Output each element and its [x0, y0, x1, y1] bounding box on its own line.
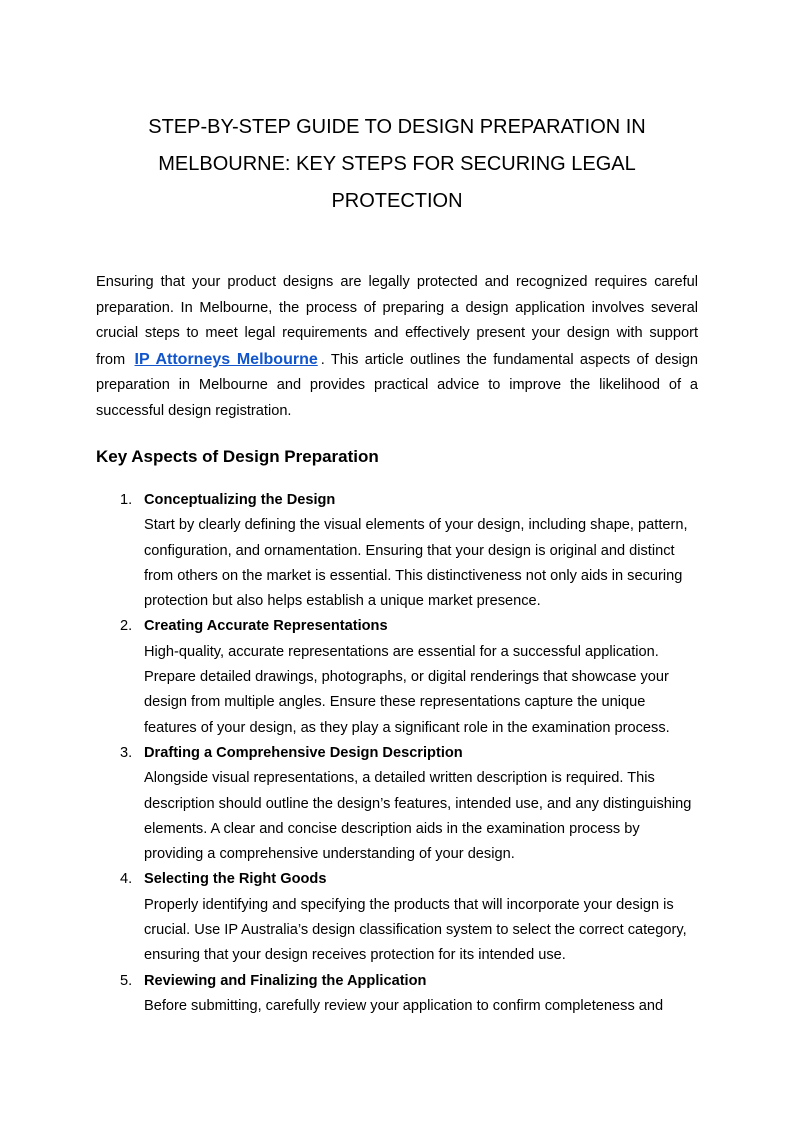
list-item	[96, 488, 698, 614]
step-number: 2.	[120, 618, 133, 635]
step-number: 5.	[120, 972, 133, 989]
list-item	[96, 867, 698, 968]
steps-list	[96, 488, 698, 1019]
intro-paragraph	[96, 270, 698, 425]
page-title: STEP-BY-STEP GUIDE TO DESIGN PREPARATION IN MELBOURNE: KEY STEPS FOR SECURING LEGAL PROTECTION	[148, 116, 646, 212]
step-body: Properly identifying and specifying the products that will incorporate your design is crucial. Use IP Australia’s design classification system to select the correct category, ensuring that your design receives protection for its intended use.	[144, 896, 687, 964]
step-title: Selecting the Right Goods	[144, 871, 327, 888]
intro-text-before-link: Ensuring that your product designs are legally protected and recognized requires careful preparation. In Melbourne, the process of preparing a design application involves several crucial steps to meet legal requirements and effectively present your design with support from	[96, 274, 698, 368]
step-number: 3.	[120, 744, 133, 761]
step-body: Start by clearly defining the visual elements of your design, including shape, pattern, configuration, and ornamentation. Ensuring that your design is original and distinct from others on the market is essential. This distinctiveness not only aids in securing protection but also helps establish a unique market presence.	[144, 517, 688, 610]
list-item	[96, 614, 698, 740]
step-title: Conceptualizing the Design	[144, 492, 336, 508]
step-number: 4.	[120, 871, 133, 888]
step-body: Before submitting, carefully review your application to confirm completeness and	[144, 997, 664, 1014]
section-heading: Key Aspects of Design Preparation	[96, 447, 379, 466]
step-title: Creating Accurate Representations	[144, 618, 388, 635]
step-body: Alongside visual representations, a detailed written description is required. This description should outline the design’s features, intended use, and any distinguishing elements. A clear and concise description aids in the examination process by providing a comprehensive understanding of your design.	[144, 770, 692, 863]
step-body: High-quality, accurate representations are essential for a successful application. Prepare detailed drawings, photographs, or digital renderings that showcase your design from multiple angles. Ensure these representations capture the unique features of your design, as they play a significant role in the examination process.	[144, 643, 670, 736]
step-number: 1.	[120, 492, 133, 508]
step-title: Reviewing and Finalizing the Application	[144, 972, 427, 989]
list-item	[96, 969, 698, 1020]
intro-text-after-link: . This article outlines the fundamental aspects of design preparation in Melbourne and provides practical advice to improve the likelihood of a successful design registration.	[96, 351, 698, 419]
step-title: Drafting a Comprehensive Design Description	[144, 744, 463, 761]
ip-attorneys-melbourne-link[interactable]: IP Attorneys Melbourne	[134, 350, 318, 368]
list-item	[96, 741, 698, 867]
